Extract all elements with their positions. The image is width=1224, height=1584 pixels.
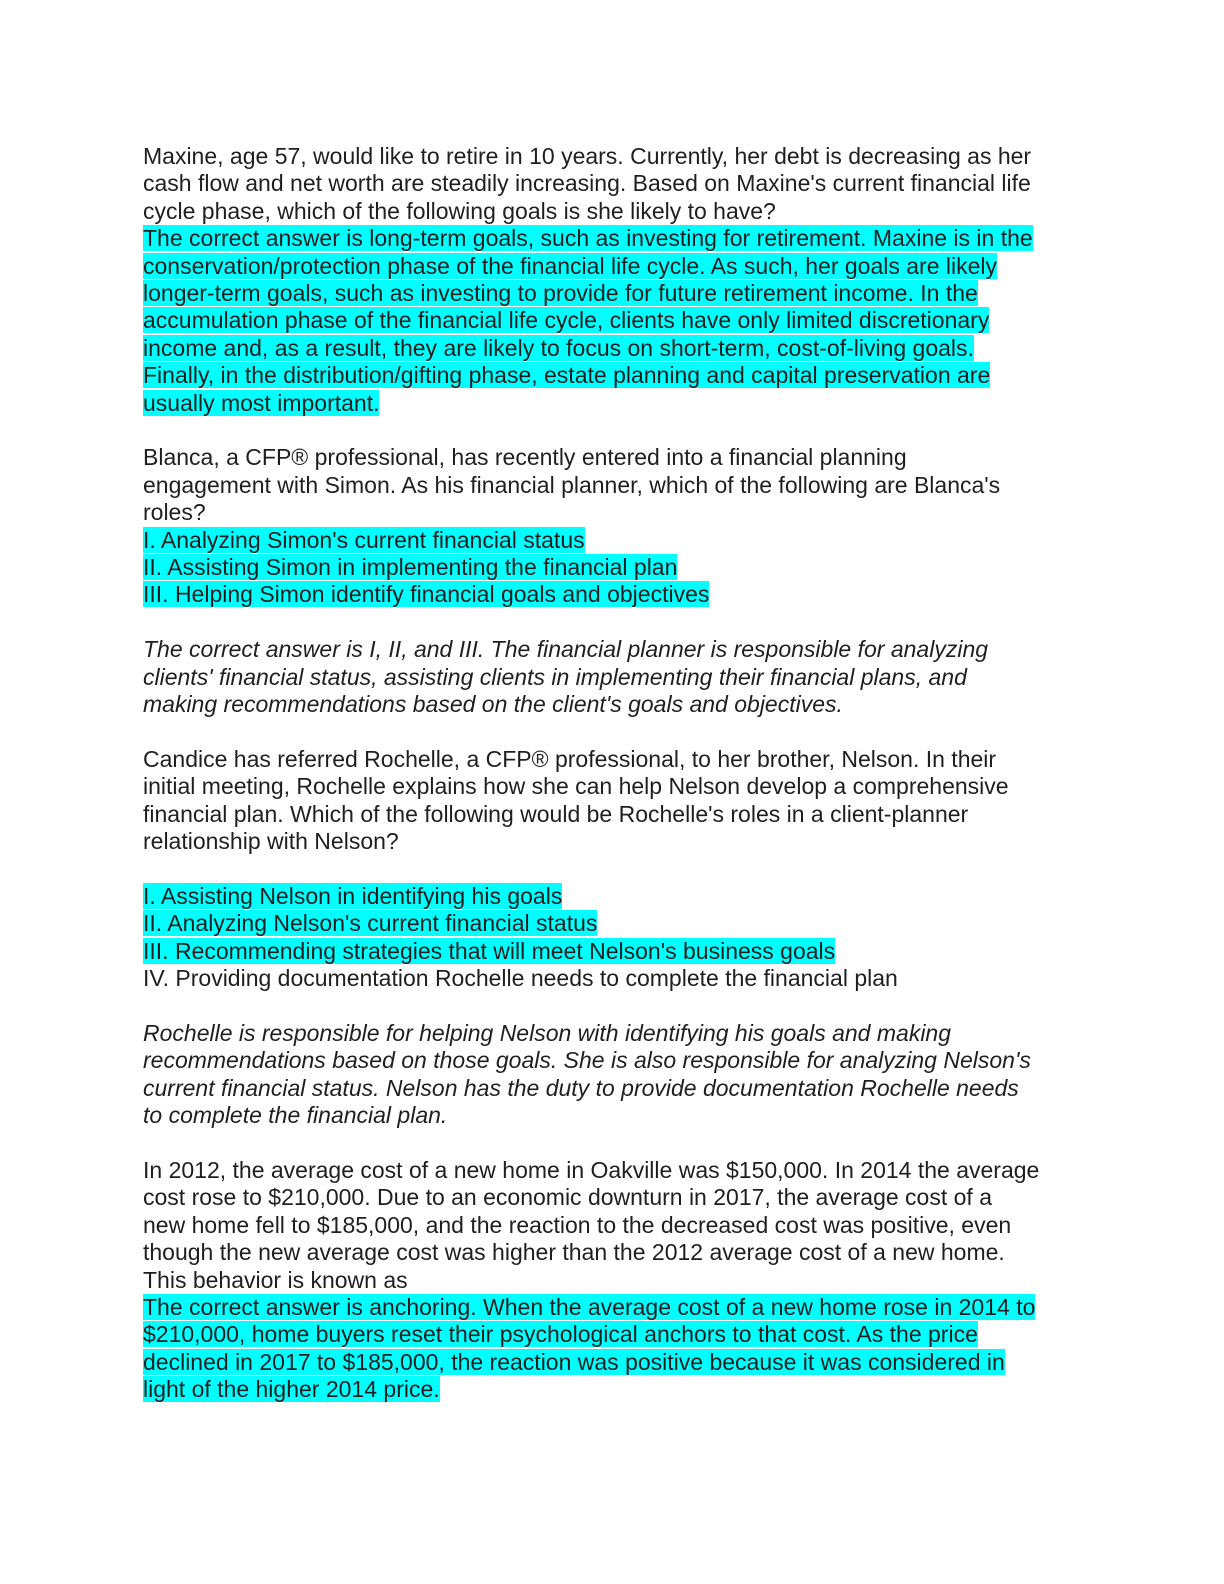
- q2-explanation-line: clients' financial status, assisting clients in implementing their financial plans, and: [143, 663, 967, 690]
- q3-explanation-line: to complete the financial plan.: [143, 1102, 448, 1129]
- q3-explanation: [143, 1020, 1083, 1130]
- q1-answer-line: The correct answer is long-term goals, such as investing for retirement. Maxine is in the: [143, 225, 1033, 252]
- spacer: [143, 856, 1083, 883]
- q4-question-line: new home fell to $185,000, and the reaction to the decreased cost was positive, even: [143, 1211, 1012, 1238]
- q1-answer-line: longer-term goals, such as investing to provide for future retirement income. In the: [143, 280, 978, 307]
- q2-question-line: engagement with Simon. As his financial planner, which of the following are Blanca's: [143, 471, 1001, 498]
- q3-question-line: initial meeting, Rochelle explains how she can help Nelson develop a comprehensive: [143, 773, 1009, 800]
- q3-question-line: financial plan. Which of the following would be Rochelle's roles in a client-planner: [143, 800, 969, 827]
- q3-option: I. Assisting Nelson in identifying his goals: [143, 882, 563, 909]
- q3-explanation-line: recommendations based on those goals. She is also responsible for analyzing Nelson's: [143, 1047, 1031, 1074]
- q3-question-line: Candice has referred Rochelle, a CFP® professional, to her brother, Nelson. In their: [143, 745, 997, 772]
- q3-question: [143, 746, 1083, 856]
- spacer: [143, 719, 1083, 746]
- q2-question-line: roles?: [143, 499, 206, 526]
- spacer: [143, 1130, 1083, 1157]
- q1-answer-line: accumulation phase of the financial life cycle, clients have only limited discretionary: [143, 307, 990, 334]
- q1-answer-line: Finally, in the distribution/gifting phase, estate planning and capital preservation are: [143, 362, 991, 389]
- spacer: [143, 993, 1083, 1020]
- q1-question: [143, 143, 1083, 225]
- q2-option: III. Helping Simon identify financial goals and objectives: [143, 581, 710, 608]
- q4-answer-line: declined in 2017 to $185,000, the reaction was positive because it was considered in: [143, 1348, 1005, 1375]
- q1-answer-line: income and, as a result, they are likely to focus on short-term, cost-of-living goals.: [143, 334, 974, 361]
- q4-answer: [143, 1294, 1083, 1404]
- q2-explanation-line: making recommendations based on the client's goals and objectives.: [143, 691, 843, 718]
- q4-answer-line: light of the higher 2014 price.: [143, 1376, 440, 1403]
- q4-question-line: though the new average cost was higher than the 2012 average cost of a new home.: [143, 1239, 1005, 1266]
- spacer: [143, 417, 1083, 444]
- q4-question-line: cost rose to $210,000. Due to an economic downturn in 2017, the average cost of a: [143, 1184, 992, 1211]
- q1-answer-line: conservation/protection phase of the financial life cycle. As such, her goals are likely: [143, 252, 998, 279]
- q4-question-line: This behavior is known as: [143, 1266, 408, 1293]
- document-page: [143, 143, 1083, 1404]
- q4-question: [143, 1157, 1083, 1294]
- q3-option: IV. Providing documentation Rochelle needs to complete the financial plan: [143, 965, 898, 992]
- q3-option: II. Analyzing Nelson's current financial status: [143, 910, 598, 937]
- q4-answer-line: $210,000, home buyers reset their psychological anchors to that cost. As the price: [143, 1321, 978, 1348]
- q1-answer-line: usually most important.: [143, 389, 380, 416]
- q1-question-line: Maxine, age 57, would like to retire in 10 years. Currently, her debt is decreasing as her: [143, 143, 1032, 169]
- q3-explanation-line: Rochelle is responsible for helping Nelson with identifying his goals and making: [143, 1019, 952, 1046]
- q3-option: III. Recommending strategies that will meet Nelson's business goals: [143, 937, 836, 964]
- q4-answer-line: The correct answer is anchoring. When the average cost of a new home rose in 2014 to: [143, 1293, 1036, 1320]
- q2-explanation: [143, 636, 1083, 718]
- q3-options: [143, 883, 1083, 993]
- q2-question-line: Blanca, a CFP® professional, has recently entered into a financial planning: [143, 444, 907, 471]
- q2-option: II. Assisting Simon in implementing the financial plan: [143, 554, 678, 581]
- q2-question: [143, 444, 1083, 526]
- q1-question-line: cash flow and net worth are steadily increasing. Based on Maxine's current financial life: [143, 170, 1031, 197]
- q3-explanation-line: current financial status. Nelson has the duty to provide documentation Rochelle needs: [143, 1074, 1019, 1101]
- q2-option: I. Analyzing Simon's current financial status: [143, 526, 585, 553]
- spacer: [143, 609, 1083, 636]
- q1-question-line: cycle phase, which of the following goals is she likely to have?: [143, 197, 776, 224]
- q2-options: [143, 527, 1083, 609]
- q1-answer: [143, 225, 1083, 417]
- q2-explanation-line: The correct answer is I, II, and III. The financial planner is responsible for analyzing: [143, 636, 989, 663]
- q4-question-line: In 2012, the average cost of a new home in Oakville was $150,000. In 2014 the average: [143, 1156, 1040, 1183]
- q3-question-line: relationship with Nelson?: [143, 828, 399, 855]
